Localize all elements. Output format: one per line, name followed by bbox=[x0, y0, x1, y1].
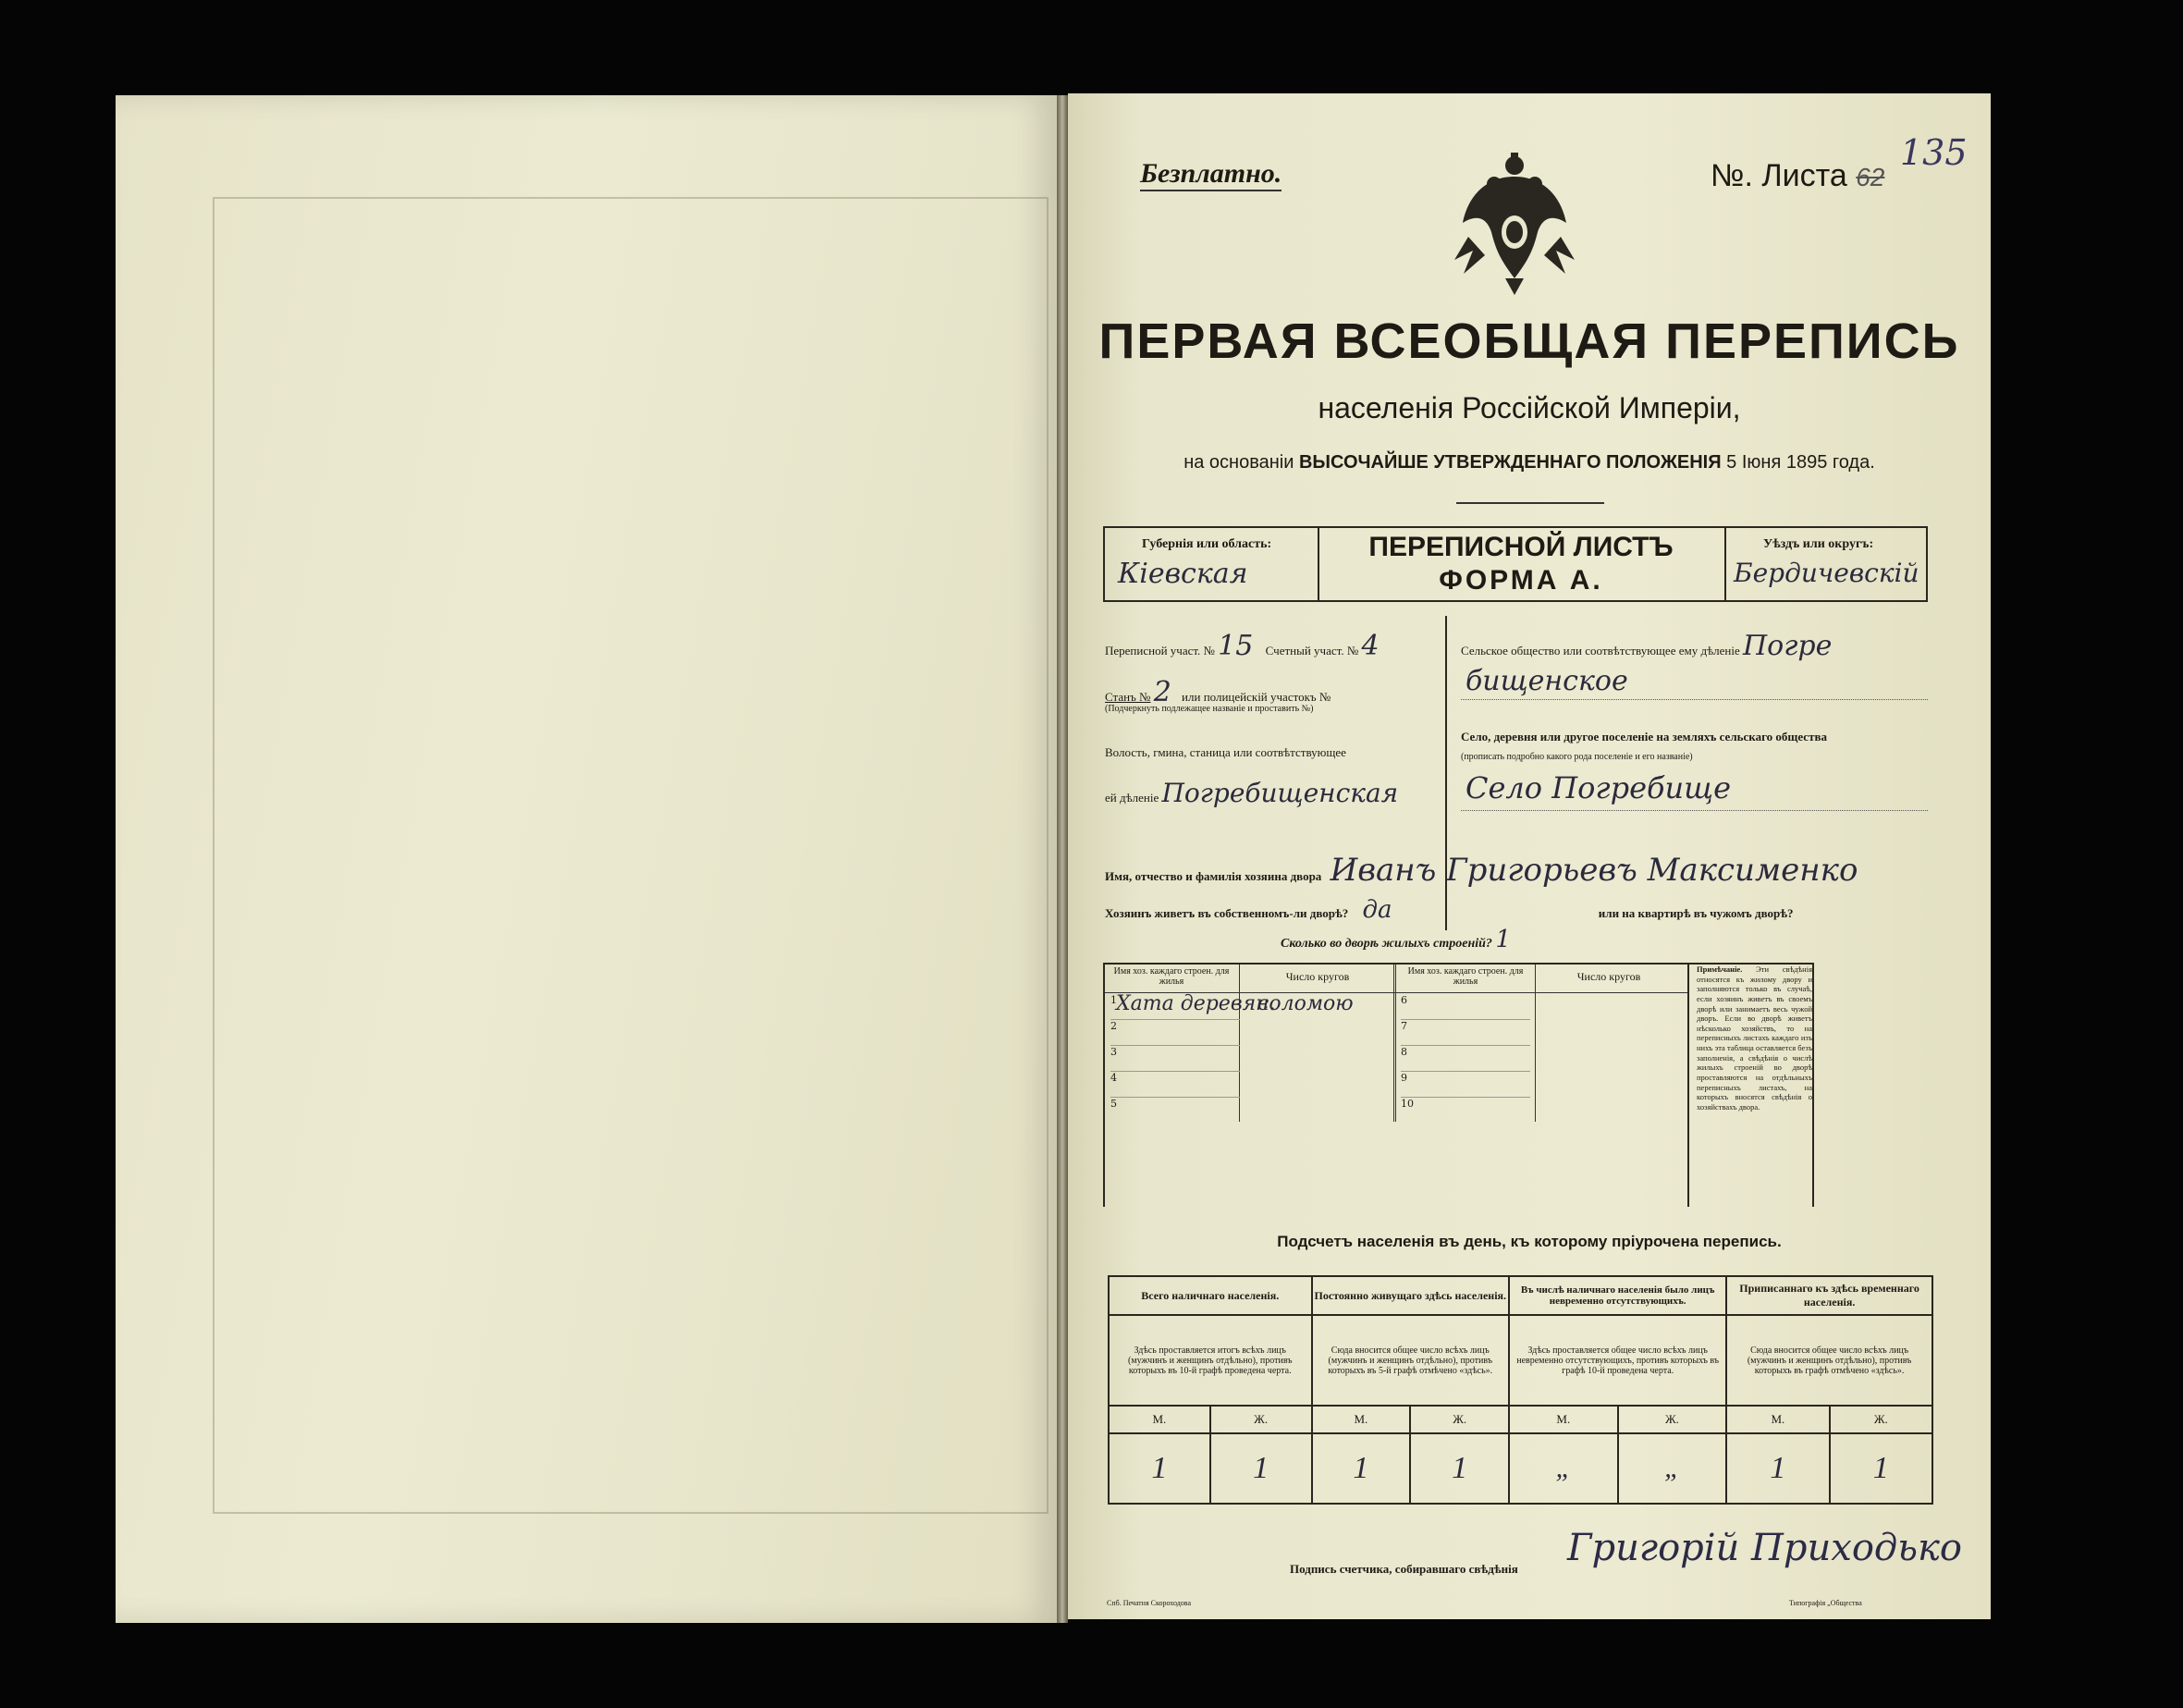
police-note: (Подчеркнуть подлежащее названіе и проставить №) bbox=[1105, 704, 1314, 714]
lives-own-value: да bbox=[1362, 896, 1392, 924]
summary-description: Сюда вносится общее число всѣхъ лицъ (мужчинъ и женщинъ отдѣльно), противъ которыхъ въ графѣ отмѣчено «здѣсь». bbox=[1726, 1315, 1932, 1406]
uezd-value: Бердичевскій bbox=[1734, 558, 1919, 588]
summary-sex-row bbox=[1109, 1406, 1932, 1433]
sex-label: Ж. bbox=[1210, 1406, 1312, 1433]
summary-header: Приписаннаго къ здѣсь временнаго населенія. bbox=[1726, 1276, 1932, 1315]
sheet-number-label bbox=[1711, 158, 1884, 194]
lives-rent-label: или на квартирѣ въ чужомъ дворѣ? bbox=[1598, 906, 1794, 920]
summary-table bbox=[1108, 1275, 1933, 1505]
basis-caps: ВЫСОЧАЙШЕ УТВЕРЖДЕННАГО ПОЛОЖЕНІЯ bbox=[1298, 452, 1722, 473]
sex-label: Ж. bbox=[1618, 1406, 1727, 1433]
perepisnoi-label: Переписной участ. № bbox=[1105, 644, 1215, 657]
sheet-old-number: 62 bbox=[1856, 163, 1885, 191]
basis-suffix: 5 Іюня 1895 года. bbox=[1726, 452, 1875, 473]
summary-description: Сюда вносится общее число всѣхъ лицъ (мужчинъ и женщинъ отдѣльно), противъ которыхъ въ 5-й графѣ отмѣчено «здѣсь». bbox=[1312, 1315, 1510, 1406]
stan-value: 2 bbox=[1153, 676, 1171, 708]
buildings-vline-2 bbox=[1393, 965, 1396, 1122]
sex-label: Ж. bbox=[1410, 1406, 1509, 1433]
census-form-page bbox=[1068, 93, 1991, 1619]
signature-value: Григорій Приходько bbox=[1567, 1527, 1963, 1569]
lives-own-label: Хозяинъ живетъ въ собственномъ-ли дворѣ? bbox=[1105, 906, 1349, 920]
building-row-num: 10 bbox=[1401, 1098, 1414, 1110]
signature-label: Подпись счетчика, собиравшаго свѣдѣнія bbox=[1290, 1562, 1518, 1576]
buildings-table bbox=[1103, 963, 1814, 1207]
summary-value-row bbox=[1109, 1433, 1932, 1504]
obshchestvo-value: Погре bbox=[1742, 630, 1833, 662]
buildings-label: Сколько во дворѣ жилыхъ строеній? bbox=[1281, 937, 1492, 951]
building-row1-name: Хата деревян. bbox=[1116, 992, 1276, 1015]
sheet-number-handwritten: 135 bbox=[1900, 132, 1968, 173]
police-label: или полицейскій участокъ № bbox=[1182, 690, 1331, 704]
selo-label: Село, деревня или другое поселеніе на земляхъ сельскаго общества bbox=[1461, 730, 1827, 743]
building-row-num: 3 bbox=[1110, 1046, 1240, 1072]
sex-label: М. bbox=[1726, 1406, 1829, 1433]
sex-label: М. bbox=[1109, 1406, 1210, 1433]
summary-value: 1 bbox=[1312, 1433, 1411, 1504]
obshchestvo-value-continued: бищенское bbox=[1466, 665, 1628, 697]
obshchestvo-label: Сельское общество или соотвѣтствующее ему дѣленіе bbox=[1461, 644, 1740, 657]
buildings-col4-header: Число кругов bbox=[1576, 970, 1641, 983]
buildings-col1-header: Имя хоз. каждаго строен. для жилья bbox=[1113, 966, 1230, 987]
building-row-num: 5 bbox=[1110, 1098, 1117, 1110]
sex-label: М. bbox=[1312, 1406, 1411, 1433]
building-row-num: 8 bbox=[1401, 1046, 1530, 1072]
perepisnoi-field bbox=[1105, 630, 1438, 662]
volost-value: Погребищенская bbox=[1161, 778, 1399, 808]
building-row1-value: соломою bbox=[1257, 992, 1354, 1015]
ornament-divider bbox=[1456, 502, 1604, 504]
owner-value: Иванъ Григорьевъ Максименко bbox=[1330, 852, 1858, 889]
volost-label2: ей дѣленіе bbox=[1105, 791, 1159, 805]
gubernia-cell bbox=[1105, 528, 1319, 600]
perepisnoi-value: 15 bbox=[1218, 630, 1254, 662]
summary-header: Всего наличнаго населенія. bbox=[1109, 1276, 1312, 1315]
summary-header: Въ числѣ наличнаго населенія было лицъ невременно отсутствующихъ. bbox=[1509, 1276, 1726, 1315]
summary-value: 1 bbox=[1210, 1433, 1312, 1504]
summary-value: 1 bbox=[1830, 1433, 1932, 1504]
gubernia-value: Кіевская bbox=[1118, 558, 1248, 590]
buildings-col3-header: Имя хоз. каждаго строен. для жилья bbox=[1407, 966, 1524, 987]
note-text: Эти свѣдѣнія относятся къ жилому двору и заполняются только въ случаѣ, если хозяинъ живетъ въ своемъ дворѣ или занимаетъ весь чужой дворъ. Если во дворѣ живетъ нѣсколько хозяйствъ, то на переписныхъ листахъ каждаго изъ нихъ эта таблица оставляется безъ заполненія, а свѣдѣнія о числѣ жилыхъ строеній во дворѣ проставляются на отдѣльныхъ переписныхъ листахъ, на которыхъ вносятся свѣдѣнія о хозяйствахъ двора. bbox=[1697, 965, 1812, 1112]
census-basis-line bbox=[1068, 452, 1991, 473]
summary-description: Здѣсь проставляется итогъ всѣхъ лицъ (мужчинъ и женщинъ отдѣльно), противъ которыхъ въ 10-й графѣ проведена черта. bbox=[1109, 1315, 1312, 1406]
buildings-vline-4 bbox=[1687, 965, 1689, 1207]
basis-prefix: на основаніи bbox=[1183, 452, 1294, 473]
form-title: ПЕРЕПИСНОЙ ЛИСТЪ bbox=[1368, 532, 1674, 562]
volost-field bbox=[1105, 778, 1438, 808]
building-row-num: 6 bbox=[1401, 994, 1530, 1020]
buildings-rows-right bbox=[1401, 994, 1530, 1123]
summary-value: 1 bbox=[1109, 1433, 1210, 1504]
left-page-faint-frame bbox=[213, 197, 1049, 1514]
left-page bbox=[116, 95, 1057, 1623]
obshchestvo-field bbox=[1461, 630, 1932, 662]
footer-print-left: Спб. Печатня Скороходова bbox=[1107, 1599, 1192, 1607]
summary-value: 1 bbox=[1410, 1433, 1509, 1504]
summary-description: Здѣсь проставляется общее число всѣхъ лицъ невременно отсутствующихъ, противъ которыхъ въ графѣ 10-й проведена черта. bbox=[1509, 1315, 1726, 1406]
summary-value: „ bbox=[1509, 1433, 1618, 1504]
selo-note: (прописать подробно какого рода поселеніе и его названіе) bbox=[1461, 752, 1693, 762]
form-name: ФОРМА А. bbox=[1439, 565, 1603, 596]
building-row-num: 9 bbox=[1401, 1072, 1530, 1098]
uezd-cell bbox=[1724, 528, 1928, 600]
summary-title: Подсчетъ населенія въ день, къ которому пріурочена перепись. bbox=[1277, 1233, 1782, 1250]
uezd-label: Уѣздъ или округъ: bbox=[1763, 537, 1874, 551]
free-label: Безплатно. bbox=[1140, 158, 1282, 191]
selo-value: Село Погребище bbox=[1466, 770, 1732, 805]
sex-label: Ж. bbox=[1830, 1406, 1932, 1433]
summary-header-row bbox=[1109, 1276, 1932, 1315]
buildings-note bbox=[1697, 965, 1812, 1122]
owner-label: Имя, отчество и фамилія хозяина двора bbox=[1105, 869, 1322, 883]
selo-rule bbox=[1461, 810, 1928, 811]
building-row-num: 1 bbox=[1110, 994, 1240, 1020]
summary-value: „ bbox=[1618, 1433, 1727, 1504]
schetnyi-value: 4 bbox=[1361, 630, 1380, 662]
gubernia-label: Губернія или область: bbox=[1142, 537, 1272, 551]
obshchestvo-rule bbox=[1461, 699, 1928, 700]
building-row-num: 2 bbox=[1110, 1020, 1240, 1046]
buildings-field bbox=[1281, 926, 1511, 953]
census-title: ПЕРВАЯ ВСЕОБЩАЯ ПЕРЕПИСЬ bbox=[1098, 313, 1960, 369]
schetnyi-label: Счетный участ. № bbox=[1265, 644, 1359, 657]
owner-field bbox=[1105, 852, 1937, 889]
volost-label: Волость, гмина, станица или соотвѣтствующее bbox=[1105, 745, 1346, 759]
building-row-num: 7 bbox=[1401, 1020, 1530, 1046]
book-spine bbox=[1057, 95, 1068, 1623]
buildings-col2-header: Число кругов bbox=[1285, 970, 1350, 983]
sheet-label: №. Листа bbox=[1711, 158, 1847, 193]
note-title: Примѣчаніе. bbox=[1697, 965, 1743, 974]
summary-value: 1 bbox=[1726, 1433, 1829, 1504]
stan-label: Станъ № bbox=[1105, 690, 1151, 704]
buildings-value: 1 bbox=[1495, 926, 1511, 953]
census-subtitle: населенія Россійской Имперіи, bbox=[1318, 391, 1741, 424]
buildings-vline-3 bbox=[1535, 965, 1536, 1122]
lives-field bbox=[1105, 896, 1937, 924]
summary-description-row bbox=[1109, 1315, 1932, 1406]
building-row-num: 4 bbox=[1110, 1072, 1240, 1098]
summary-header: Постоянно живущаго здѣсь населенія. bbox=[1312, 1276, 1510, 1315]
sex-label: М. bbox=[1509, 1406, 1618, 1433]
footer-print-right: Типографія „Общества bbox=[1789, 1599, 1862, 1607]
double-headed-eagle-emblem bbox=[1450, 149, 1579, 297]
form-header-box bbox=[1103, 526, 1928, 602]
